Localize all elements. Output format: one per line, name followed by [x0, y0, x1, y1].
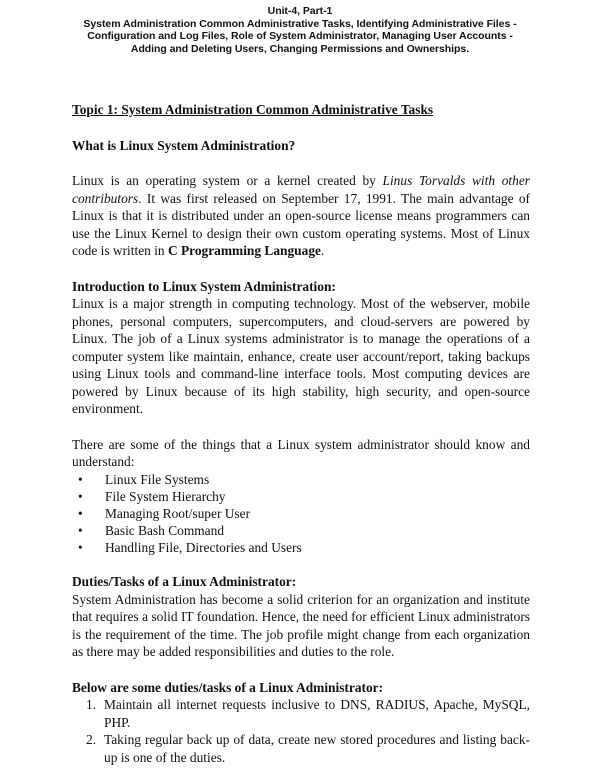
what-is-heading: What is Linux System Administration? [72, 137, 296, 153]
list-item [72, 471, 530, 488]
unit-subtitle-line-3: Adding and Deleting Users, Changing Permissions and Ownerships. [130, 42, 470, 55]
list-item-text: Linux File Systems [105, 471, 210, 487]
what-is-text-end: . [320, 243, 325, 258]
duties-list-heading: Below are some duties/tasks of a Linux Administrator: [72, 679, 384, 695]
list-item [72, 488, 530, 505]
list-item-text: Basic Bash Command [105, 523, 225, 539]
know-paragraph: There are some of the things that a Linux system administrator should know and understand: [72, 436, 530, 469]
list-item [72, 731, 530, 766]
list-item [72, 505, 530, 522]
unit-subtitle-line-1: System Administration Common Administrative Tasks, Identifying Administrative Files - [83, 17, 517, 30]
what-is-text-1: Linux is an operating system or a kernel created by [72, 173, 383, 188]
list-item [72, 539, 530, 556]
list-number: 1. [86, 697, 97, 713]
list-number: 2. [86, 732, 97, 748]
bullet-icon: • [78, 505, 83, 521]
bullet-icon: • [78, 523, 83, 539]
what-is-text-2: . It was first released on September 17, 1991. The main advantage of Linux is that it is distributed under an open-source license means programmers can use the Linux Kernel to design their own custom operating systems. Most of Linux code is written in [72, 190, 530, 258]
unit-title: Unit-4, Part-1 [267, 5, 333, 17]
skills-list [72, 471, 530, 557]
bullet-icon: • [78, 471, 83, 487]
duties-list [72, 696, 530, 766]
topic-title: Topic 1: System Administration Common Administrative Tasks [72, 102, 434, 117]
list-item-text: Handling File, Directories and Users [105, 540, 302, 556]
what-is-paragraph [72, 172, 530, 260]
duties-heading: Duties/Tasks of a Linux Administrator: [72, 574, 297, 590]
what-is-italic-text: Linus Torvalds with other contributors [72, 173, 530, 206]
list-item-text: Maintain all internet requests inclusive to DNS, RADIUS, Apache, MySQL, PHP. [104, 697, 530, 730]
bullet-icon: • [78, 488, 83, 504]
unit-header [60, 5, 540, 55]
intro-heading: Introduction to Linux System Administration: [72, 278, 336, 294]
list-item [72, 696, 530, 731]
list-item-text: Taking regular back up of data, create new stored procedures and listing back-up is one of the duties. [104, 732, 530, 765]
unit-subtitle-line-2: Configuration and Log Files, Role of System Administrator, Managing User Accounts - [87, 30, 513, 42]
list-item-text: Managing Root/super User [105, 505, 251, 521]
intro-paragraph: Linux is a major strength in computing technology. Most of the webserver, mobile phones, personal computers, supercomputers, and cloud-servers are powered by Linux. The job of a Linux systems administrator is to manage the operations of a computer system like maintain, enhance, create user account/report, taking backups using Linux tools and command-line interface tools. Most computing devices are powered by Linux because of its high stability, high security, and open-source environment. [72, 296, 530, 416]
list-item-text: File System Hierarchy [105, 488, 226, 504]
document-body [72, 101, 530, 766]
what-is-bold-text: C Programming Language [167, 243, 321, 258]
duties-paragraph: System Administration has become a solid criterion for an organization and institute that requires a solid IT foundation. Hence, the need for efficient Linux administrators is the requirement of the time. The job profile might change from each organization as there may be added responsibilities and duties to the role. [72, 591, 530, 660]
bullet-icon: • [78, 540, 83, 556]
list-item [72, 522, 530, 539]
